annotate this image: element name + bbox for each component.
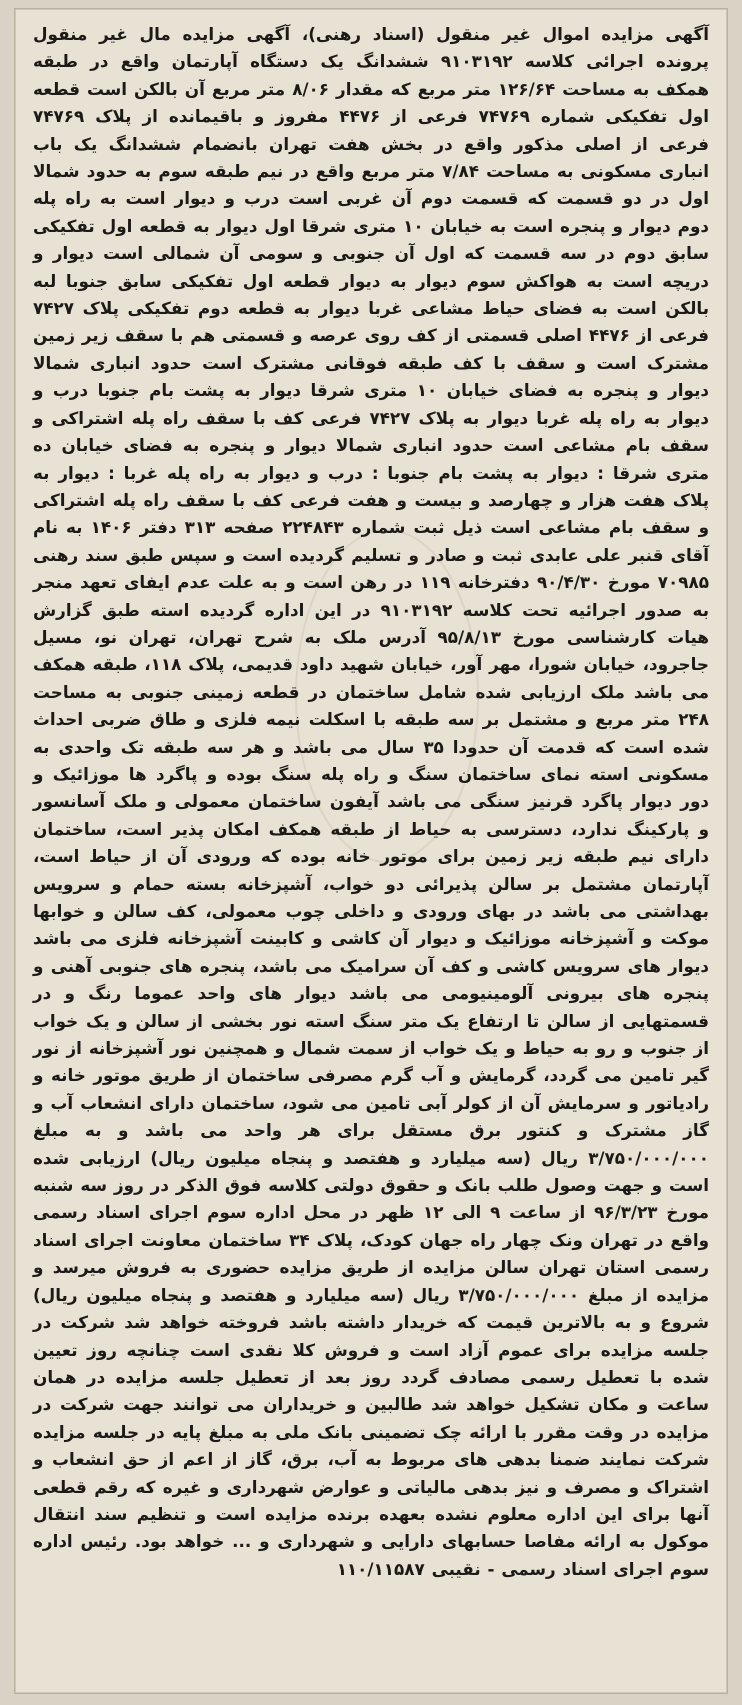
auction-notice-text: آگهی مزایده اموال غیر منقول (اسناد رهنی)، آگهی مزایده مال غیر منقول پرونده اجرائی کلاسه ۹۱۰۳۱۹۲ ششدانگ یک دستگاه آپارتمان واقع در طبقه همکف به مساحت ۱۲۶/۶۴ متر مربع که مقدار ۸/۰۶ متر مربع آن بالکن است قطعه اول تفکیکی شماره ۷۴۷۶۹ فرعی از ۴۴۷۶ مفروز و باقیمانده از پلاک ۷۴۷۶۹ فرعی از اصلی مذکور واقع در بخش هفت تهران بانضمام ششدانگ یک باب انباری مسکونی به مساحت ۷/۸۴ متر مربع واقع در نیم طبقه سوم به حدود شمالا اول در دو قسمت که قسمت دوم آن غربی است درب و دیوار است به راه پله دوم دیوار و پنجره است به خیابان ۱۰ متری شرقا اول دیوار به قطعه اول تفکیکی سابق دوم در سه قسمت که اول آن جنوبی و سومی آن شمالی است دیوار و دریچه است به هواکش سوم دیوار به دیوار قطعه اول تفکیکی سابق جنوبا لبه بالکن است به فضای حیاط مشاعی غربا دیوار به قطعه دوم تفکیکی پلاک ۷۴۲۷ فرعی از ۴۴۷۶ اصلی قسمتی از کف روی عرصه و قسمتی هم با سقف زیر زمین مشترک است و سقف با کف طبقه فوقانی مشترک است حدود انباری شمالا دیوار و پنجره به فضای خیابان ۱۰ متری شرقا دیوار به پشت بام جنوبا درب و دیوار به راه پله غربا دیوار به پلاک ۷۴۲۷ فرعی کف با سقف راه پله اشتراکی و سقف بام مشاعی است حدود انباری شمالا دیوار و پنجره به فضای خیابان ده متری شرقا : دیوار به پشت بام جنوبا : درب و دیوار به راه پله غربا : دیوار به پلاک هفت هزار و چهارصد و بیست و هفت فرعی کف با سقف راه پله اشتراکی و سقف بام مشاعی است ذیل ثبت شماره ۲۲۴۸۴۳ صفحه ۳۱۳ دفتر ۱۴۰۶ به نام آقای قنبر علی عابدی ثبت و صادر و تسلیم گردیده است و سپس طبق سند رهنی ۷۰۹۸۵ مورخ ۹۰/۴/۳۰ دفترخانه ۱۱۹ در رهن است و به علت عدم ایفای تعهد منجر به صدور اجرائیه تحت کلاسه ۹۱۰۳۱۹۲ در این اداره گردیده استه طبق گزارش هیات کارشناسی مورخ ۹۵/۸/۱۳ آدرس ملک به شرح تهران، تهران نو، مسیل جاجرود، خیابان شورا، مهر آور، خیابان شهید داود قدیمی، پلاک ۱۱۸، طبقه همکف می باشد ملک ارزیابی شده شامل ساختمان در قطعه زمینی جنوبی به مساحت ۲۴۸ متر مربع و مشتمل بر سه طبقه با اسکلت نیمه فلزی و طاق ضربی احداث شده است که قدمت آن حدودا ۳۵ سال می باشد و هر سه طبقه تک واحدی به مسکونی استه نمای ساختمان سنگ و راه پله سنگ بوده و پاگرد ها موزائیک و دور دیوار پاگرد قرنیز سنگی می باشد آیفون ساختمان معمولی و ملک آسانسور و پارکینگ ندارد، دسترسی به حیاط از طبقه همکف امکان پذیر است، ساختمان دارای نیم طبقه زیر زمین برای موتور خانه بوده که ورودی آن از حیاط است، آپارتمان مشتمل بر سالن پذیرائی دو خواب، آشپزخانه بسته حمام و سرویس بهداشتی می باشد در بهای ورودی و داخلی چوب معمولی، کف سالن و خوابها موکت و آشپزخانه موزائیک و دیوار آن کاشی و کابینت آشپزخانه فلزی می باشد دیوار های سرویس کاشی و کف آن سرامیک می باشد، پنجره های جنوبی آهنی و پنجره های بیرونی آلومینیومی می باشد دیوار های واحد عموما رنگ و در قسمتهایی از سالن تا ارتفاع یک متر سنگ استه نور بخشی از سالن و یک خواب از جنوب و رو به حیاط و یک خواب از سمت شمال و همچنین نور آشپزخانه از نور گیر تامین می گردد، گرمایش و آب گرم مصرفی ساختمان از طریق موتور خانه و رادیاتور و سرمایش آن از کولر آبی تامین می شود، ساختمان دارای انشعاب آب و گاز مشترک و کنتور برق مستقل برای هر واحد می باشد و به مبلغ ۳/۷۵۰/۰۰۰/۰۰۰ ریال (سه میلیارد و هفتصد و پنجاه میلیون ریال) ارزیابی شده است و جهت وصول طلب بانک و حقوق دولتی کلاسه فوق الذکر در روز سه شنبه مورخ ۹۶/۳/۲۳ از ساعت ۹ الی ۱۲ ظهر در محل اداره سوم اجرای اسناد رسمی واقع در تهران ونک چهار راه جهان کودک، پلاک ۳۴ ساختمان معاونت اجرای اسناد رسمی استان تهران سالن مزایده از طریق مزایده حضوری به فروش میرسد و مزایده از مبلغ ۳/۷۵۰/۰۰۰/۰۰۰ ریال (سه میلیارد و هفتصد و پنجاه میلیون ریال) شروع و به بالاترین قیمت که خریدار داشته باشد فروخته خواهد شد شرکت در جلسه مزایده برای عموم آزاد است و فروش کلا نقدی است چنانچه روز تعیین شده با تعطیل رسمی مصادف گردد روز بعد از تعطیل جلسه مزایده در همان ساعت و مکان تشکیل خواهد شد طالبین و خریداران می توانند جهت شرکت در مزایده در وقت مقرر با ارائه چک تضمینی بانک ملی به مبلغ پایه در جلسه مزایده شرکت نمایند ضمنا بدهی های مربوط به آب، برق، گاز از اعم از حق انشعاب و اشتراک و مصرف و نیز بدهی مالیاتی و عوارض شهرداری و غیره که رقم قطعی آنها برای این اداره معلوم نشده بعهده برنده مزایده است و تنظیم سند انتقال موکول به ارائه مفاصا حسابهای دارایی و شهرداری و ... خواهد بود. رئیس اداره سوم اجرای اسناد رسمی - نقیبی ۱۱۰/۱۱۵۸۷ — [33, 24, 710, 1579]
newspaper-clipping — [14, 8, 728, 1694]
